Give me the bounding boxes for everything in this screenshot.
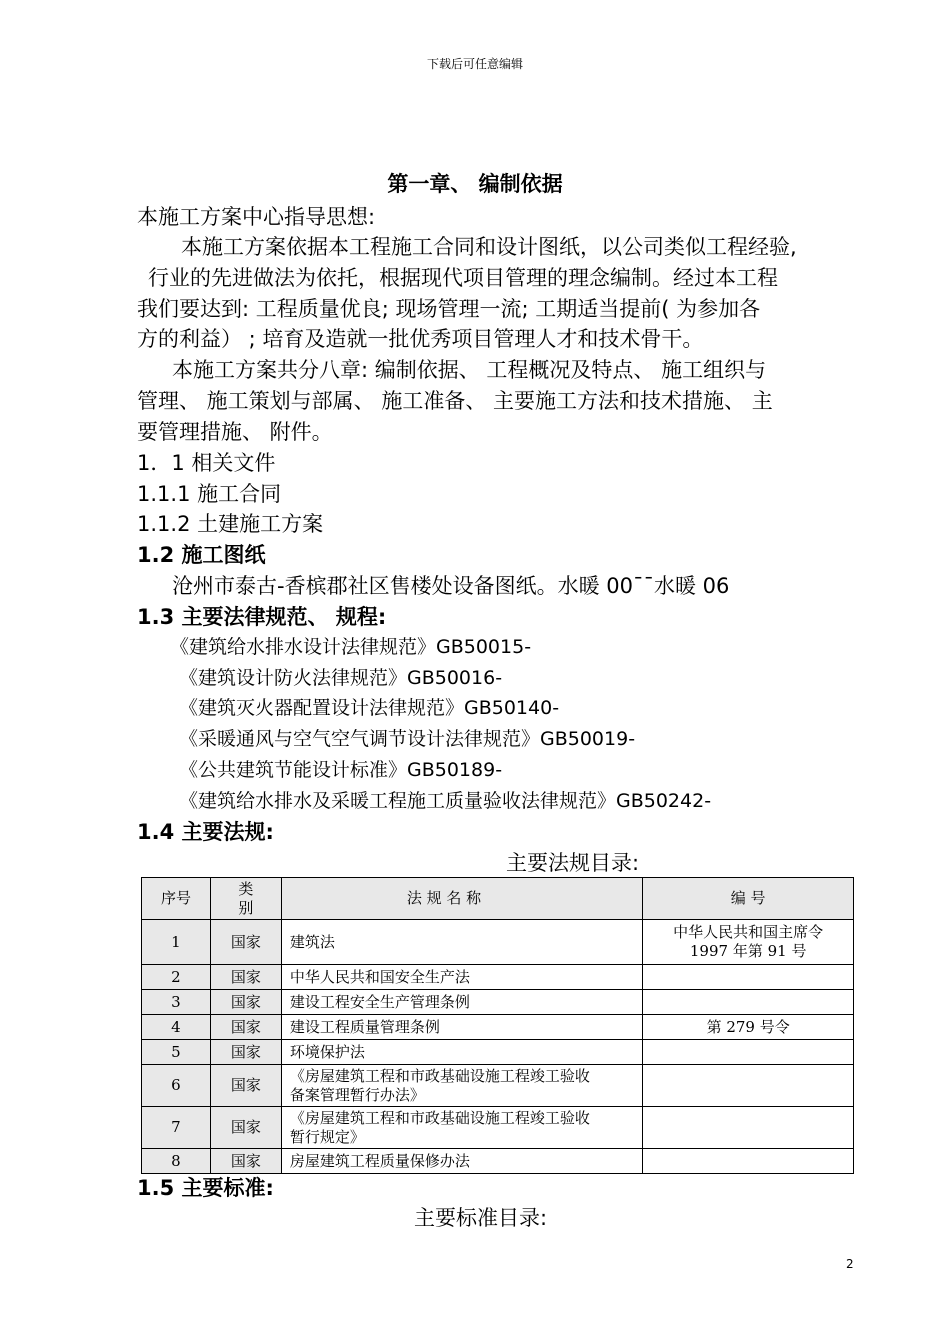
category-cell: 国家 [210, 990, 281, 1015]
table-row [142, 1015, 854, 1040]
name-cell: 《房屋建筑工程和市政基础设施工程竣工验收 备案管理暂行办法》 [281, 1065, 643, 1107]
name-cell: 《房屋建筑工程和市政基础设施工程竣工验收 暂行规定》 [281, 1107, 643, 1149]
name-cell: 房屋建筑工程质量保修办法 [281, 1149, 643, 1174]
number-cell [643, 1107, 854, 1149]
header-cell-index: 序号 [142, 878, 211, 920]
index-cell: 1 [142, 920, 211, 965]
category-cell: 国家 [210, 1149, 281, 1174]
para1-line: 行业的先进做法为依托，根据现代项目管理的理念编制。经过本工程 [148, 266, 778, 290]
para2-line: 管理、 施工策划与部属、 施工准备、 主要施工方法和技术措施、 主 [137, 389, 773, 413]
table-row [142, 1107, 854, 1149]
table-row [142, 1040, 854, 1065]
category-cell: 国家 [210, 1015, 281, 1040]
guiding-label: 本施工方案中心指导思想: [137, 205, 376, 229]
para2-line: 本施工方案共分八章: 编制依据、 工程概况及特点、 施工组织与 [172, 358, 767, 382]
name-cell: 建筑法 [281, 920, 643, 965]
number-cell [643, 1040, 854, 1065]
laws-table-header-row [142, 878, 854, 920]
page-header: 下载后可任意编辑 [426, 57, 523, 71]
index-cell: 2 [142, 965, 211, 990]
name-cell: 建设工程安全生产管理条例 [281, 990, 643, 1015]
number-cell [643, 965, 854, 990]
number-cell [643, 1149, 854, 1174]
section-1-4-heading: 1.4 主要法规: [137, 820, 274, 844]
number-cell [643, 990, 854, 1015]
laws-table-caption: 主要法规目录: [506, 851, 640, 875]
category-cell: 国家 [210, 1107, 281, 1149]
chapter-title: 第一章、 编制依据 [387, 172, 563, 196]
table-row [142, 920, 854, 965]
header-cell-name: 法 规 名 称 [281, 878, 643, 920]
para1-line: 我们要达到: 工程质量优良; 现场管理一流; 工期适当提前( 为参加各 [137, 297, 761, 321]
table-row [142, 965, 854, 990]
laws-table [141, 877, 854, 1174]
section-1-2-heading: 1.2 施工图纸 [137, 543, 266, 567]
section-1-3-heading: 1.3 主要法律规范、 规程: [137, 605, 387, 629]
category-cell: 国家 [210, 965, 281, 990]
standards-table-caption: 主要标准目录: [414, 1206, 548, 1230]
name-cell: 环境保护法 [281, 1040, 643, 1065]
category-cell: 国家 [210, 1065, 281, 1107]
index-cell: 6 [142, 1065, 211, 1107]
index-cell: 5 [142, 1040, 211, 1065]
section-1-1-2: 1.1.2 土建施工方案 [137, 512, 324, 536]
para2-line: 要管理措施、 附件。 [137, 420, 333, 444]
table-row [142, 1149, 854, 1174]
category-cell: 国家 [210, 1040, 281, 1065]
header-cell-number: 编 号 [643, 878, 854, 920]
name-cell: 建设工程质量管理条例 [281, 1015, 643, 1040]
table-row [142, 990, 854, 1015]
index-cell: 7 [142, 1107, 211, 1149]
number-cell: 第 279 号令 [643, 1015, 854, 1040]
section-1-1-heading: 1．1 相关文件 [137, 451, 276, 475]
standard-ref: 《公共建筑节能设计标准》GB50189- [179, 759, 503, 781]
standard-ref: 《建筑灭火器配置设计法律规范》GB50140- [179, 697, 560, 719]
standard-ref: 《建筑给水排水及采暖工程施工质量验收法律规范》GB50242- [179, 790, 712, 812]
index-cell: 3 [142, 990, 211, 1015]
header-cell-category: 类 别 [210, 878, 281, 920]
standard-ref: 《建筑设计防火法律规范》GB50016- [179, 667, 503, 689]
drawings-text: 沧州市泰古-香槟郡社区售楼处设备图纸。水暖 00¯¯水暖 06 [172, 574, 730, 598]
standard-ref: 《采暖通风与空气空气调节设计法律规范》GB50019- [179, 728, 636, 750]
standard-ref: 《建筑给水排水设计法律规范》GB50015- [170, 636, 532, 658]
index-cell: 4 [142, 1015, 211, 1040]
para1-line: 本施工方案依据本工程施工合同和设计图纸，以公司类似工程经验, [181, 235, 797, 259]
number-cell [643, 1065, 854, 1107]
name-cell: 中华人民共和国安全生产法 [281, 965, 643, 990]
number-cell: 中华人民共和国主席令 1997 年第 91 号 [643, 920, 854, 965]
section-1-5-heading: 1.5 主要标准: [137, 1176, 274, 1200]
section-1-1-1: 1.1.1 施工合同 [137, 482, 282, 506]
table-row [142, 1065, 854, 1107]
index-cell: 8 [142, 1149, 211, 1174]
para1-line: 方的利益） ; 培育及造就一批优秀项目管理人才和技术骨干。 [137, 327, 704, 351]
category-cell: 国家 [210, 920, 281, 965]
page-number: 2 [846, 1257, 854, 1271]
